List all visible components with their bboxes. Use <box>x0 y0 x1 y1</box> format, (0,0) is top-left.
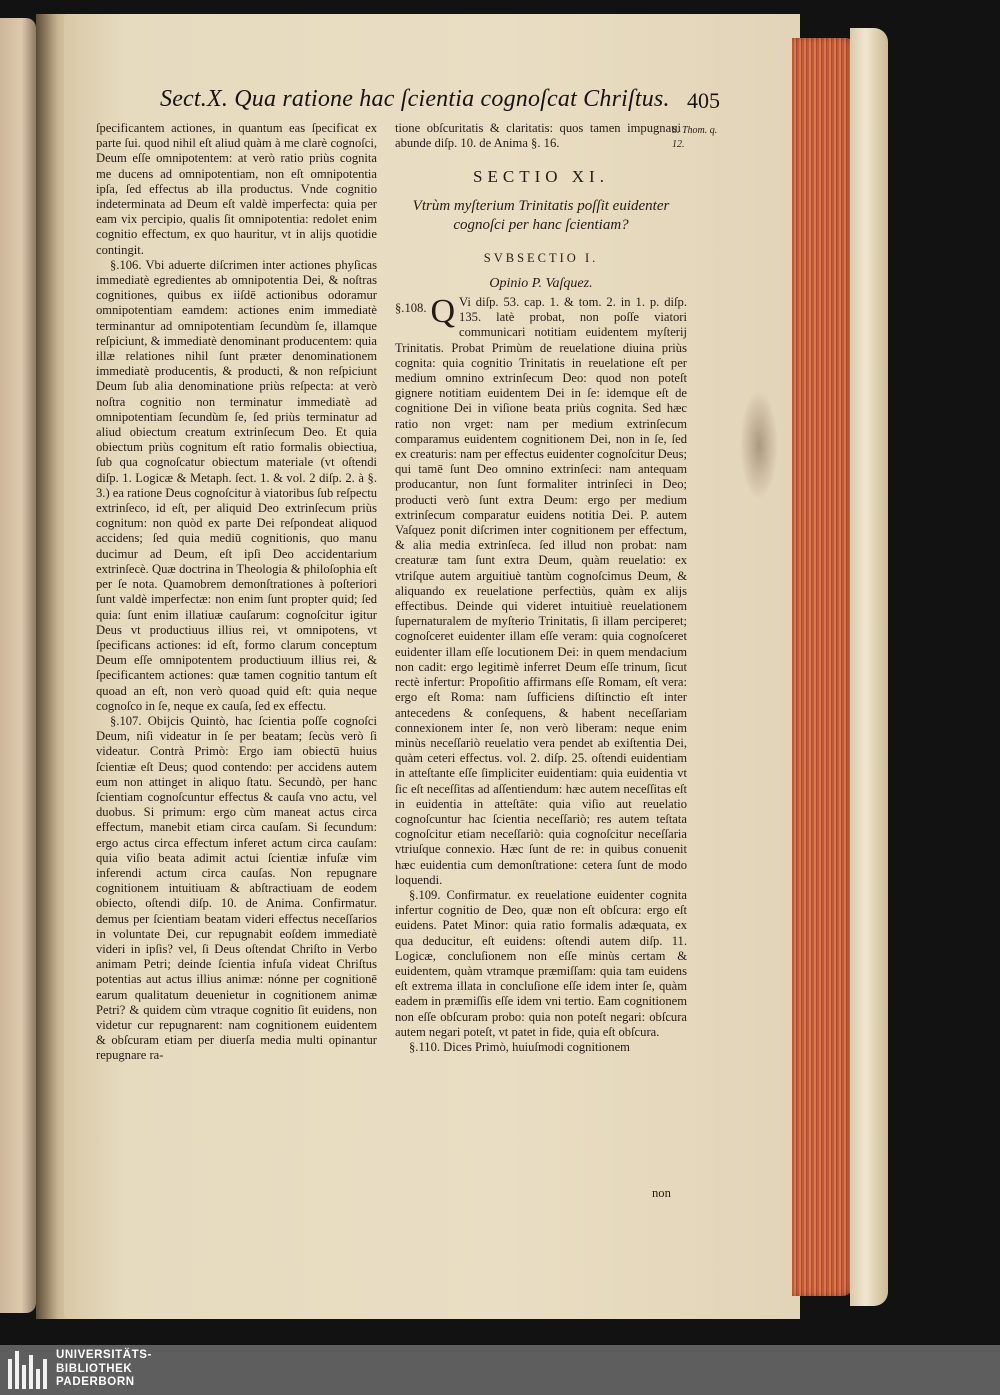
right-column <box>395 121 687 1055</box>
library-name-line: BIBLIOTHEK <box>56 1362 133 1375</box>
paragraph-108 <box>395 295 687 888</box>
paragraph-106: §.106. Vbi aduerte diſcrimen inter actiones phyſicas immediatè egredientes ab omnipotentia Dei, & noſtras cognitiones, quibus ex iiſdē actionibus odoramur omnipotentiam eamdem: actiones enim immediatè terminantur ad omnipotentiam ſecundùm ſe, illamque reſpiciunt, & immediatè denominant producentem: quia illæ relationes nihil ſunt præter denominationem immediatè producentis, & producti, & non reſpiciunt Deum ſub alia denominatione priùs reſpecta: at verò noſtra cognitio non terminatur immediatè ad omnipotentiam ſecundùm ſe, ſed priùs terminatur ad aliud obiectum creatum extrinſecum Deo. Et quia obiectum priùs cognitum eſt ratio formalis obiectiua, ſub qua cognoſcatur obiectum materiale (vt oſtendi diſp. 1. Logicæ & Metaph. ſect. 1. & vol. 2 diſp. 2. à §. 3.) ea ratione Deus cognoſcitur à viatoribus ſub reſpectu extrinſeco, id eſt, per aliquid Deo extrinſecum priùs cognitum: non quòd ex parte Dei reſpondeat aliquod accidens; ſed quia mediū cognitionis, quo manu ducimur ad Deum, eſt ipſi Deo accidentarium extrinſecè. Quæ doctrina in Theologia & philoſophia eſt per ſe nota. Quamobrem demonſtrationes à poſteriori ſunt valdè imperfectæ: non enim ſunt propter quid; ſed quia: ſunt enim illatiuæ cauſarum: cognoſcitur igitur Deus vt productiuus illius rei, vt omnipotens, vt ſpecificans actiones: id eſt, formo clarum conceptum Deum eſſe omnipotentem productiuum illius rei, & ſpecificantem actiones: quæ tamen cognitio tantum eſt quoad an eſt, non verò quoad quid eſt: quia neque cognoſco in ſe, neque ex cauſa, ſed ex effectu. <box>96 257 377 713</box>
left-column <box>96 121 377 1064</box>
library-name <box>56 1349 152 1390</box>
opinion-heading: Opinio P. Vaſquez. <box>489 275 593 291</box>
library-footer <box>0 1345 1000 1395</box>
ink-blot <box>740 390 778 500</box>
paragraph-text: Vi diſp. 53. cap. 1. & tom. 2. in 1. p. diſp. 135. latè probat, non poſſe viatori communicari notitiam euidentem myſterij Trinitatis. Probat Primùm de reuelatione diuina priùs cognita: quia cognitio Trinitatis in reuelatione eſt per medium omnino extrinſecum Deo: quod non poteſt gignere notitiam euidentem Dei in ſe: idemque eſt de cognitione Dei in viſione beata priùs cognita. Sed hæc ratio non vrget: nam per medium extrinſecum comparamus euidentem cognitionem Dei, non in ſe, ſed ex creaturis: nam per effectus euidenter cognoſcitur Deus; qui tamē ſunt Deo omnino extrinſeci: nam antequam producantur, non ſunt formaliter intrinſeci in Deo; producti verò ſunt extra Deum: ergo per medium extrinſecum comparatur euidens notitia Dei. P. autem Vaſquez ponit diſcrimen inter cognitionem per effectum, & alia media extrinſeca. ſed illud non probat: nam creaturæ tam ſunt extra Deum, quàm reuelatio: ex vtriſque autem arguitiuè tantùm cognoſcimus Deum, & aliquando ex reuelatione perfectiùs, quàm ex alijs effectibus. Deinde qui videret intuitiuè reuelationem ſupernaturalem de myſterio Trinitatis, ſi illam perciperet; cognoſceret euidenter illam eſſe veram: quia cognoſceret euidenter illam eſſe locutionem Dei: in quem mendacium non cadit: ergo legitimè inferret Deum eſſe trinum, ſicut rectè infertur: Propoſitio affirmans eſſe Romam, eſt vera: ergo eſt Roma: nam ſufficiens diſtinctio eſt inter antecedens & conſequens, & habent neceſſariam connexionem inter ſe, non verò liberam: neque enim minùs neceſſariò reuelatio vera pendet ab exiſtentia Dei, quàm ceteri effectus. vol. 2. diſp. 25. oſtendi euidentiam in atteſtante eſſe ſimpliciter euidentiam: quia euidentia vt ſic eſt neceſſitas ad aſſentiendum: hæc autem neceſſitas eſt in euidentia in atteſtāte: quia viſio aut reuelatio cognoſcuntur hac ſcientia neceſſariò; res autem teſtata cognoſcitur etiam neceſſariò: quia cognoſcitur neceſſaria vtriuſque connexio. Hæc ſunt de re: in quibus conuenit hæc euidentia cum demonſtratione: cetera ſunt de modo loquendi. <box>395 295 687 887</box>
book-cover-edge <box>850 28 888 1306</box>
running-head: Sect.X. Qua ratione hac ſcientia cognoſcat Chriſtus. <box>160 86 670 112</box>
page-header <box>160 86 720 126</box>
library-logo-icon <box>8 1351 50 1389</box>
page-edges-red <box>792 38 854 1296</box>
section-title: Vtrùm myſterium Trinitatis poſſit euidenter cognoſci per hanc ſcientiam? <box>412 197 670 233</box>
paragraph: ſpecificantem actiones, in quantum eas ſpecificat ex parte ſui. quod nihil eſt aliud quàm à me clarè cognoſci, Deum eſſe omnipotentem: at verò ratio priùs cognita me ducens ad omnipotentiam, non eſt omnipotentia ipſa, ſed effectus ab illa productus. Vnde cognitio indeterminata ad Deum eſt valdè imperfecta: quia per eam vix percipio, qualis ſit omnipotentia: redolet enim cognitio effectum, ex quo hauritur, vt in alijs quotidie contingit. <box>96 121 377 257</box>
continuation-text: tione obſcuritatis & claritatis: quos tamen impugnaui abunde diſp. 10. de Anima §. 16. <box>395 121 681 151</box>
section-heading: SECTIO XI. <box>473 167 609 187</box>
paragraph-110: §.110. Dices Primò, huiuſmodi cognitionem <box>409 1039 630 1054</box>
page-number: 405 <box>687 88 720 113</box>
margin-note: S. Thom. q. 12. <box>672 125 718 150</box>
paragraph-107: §.107. Obijcis Quintò, hac ſcientia poſſe cognoſci Deum, niſi videatur in ſe per beatam; ſecùs verò ſi videatur. Contrà Primò: Ergo iam obiectū huius ſcientiæ eſt Deus; quod contendo: per accidens autem eum non attinget in aliquo ſtatu. Secundò, per hanc ſcientiam cognoſcuntur effectus & cauſa vno actu, vel duobus. Si primum: ergo cùm maneat actus circa effectum, manebit etiam circa cauſam. Si ſecundum: ergo actus circa effectum inferet actum circa cauſam: quia viſio beata adimit actui ſcientiæ infuſæ vim inferendi actum circa cauſas. Non repugnare cognitionem intuitiuam & abſtractiuam de eodem obiecto, oſtendi diſp. 10. de Anima. Confirmatur. demus per ſcientiam beatam videri effectus neceſſarios in voluntate Dei, cur repugnabit eoſdem immediatè videri in ipſis? vel, ſi Deus oſtendat Chriſto in Verbo animam Petri; deinde ſcientia infuſa videat Chriſtus potentias aut actus illius animæ: nónne per cognitionē earum qualitatum deuenietur in cognitionem animæ Petri? & quidem cùm vtraque cognitio ſit euidens, non videtur cur repugnarent: nam cognitionem euidentem & obſcuram etiam per diuerſa media multi opinantur repugnare ra- <box>96 713 377 1063</box>
library-name-line: PADERBORN <box>56 1376 135 1388</box>
drop-cap: Q <box>430 293 456 331</box>
paragraph-109: §.109. Confirmatur. ex reuelatione euidenter cognita infertur cognitio de Deo, quæ non eſt obſcura: ergo eſt euidens. Patet Minor: quia ratio formalis adæquata, ex qua deducitur, eſt euidens: oſtendi autem diſp. 11. Logicæ, concluſionem non eſſe minùs certam & euidentem, quàm vtramque præmiſſam: quia tam euidens eſt extrema illata in concluſione eſſe idem inter ſe, quàm eadem in præmiſſis eſſe idem vni tertio. Eam cognitionem non eſſe obſcuram probo: quia non poteſt negari: obſcura autem negari poteſt, vt patet in fide, quia eſt obſcura. <box>395 887 687 1039</box>
subsection-heading: SVBSECTIO I. <box>483 250 599 265</box>
library-name-line: UNIVERSITÄTS- <box>56 1349 152 1361</box>
paragraph-number: §.108. <box>395 301 427 316</box>
left-page-edge <box>0 18 36 1313</box>
catchword: non <box>652 1186 671 1200</box>
